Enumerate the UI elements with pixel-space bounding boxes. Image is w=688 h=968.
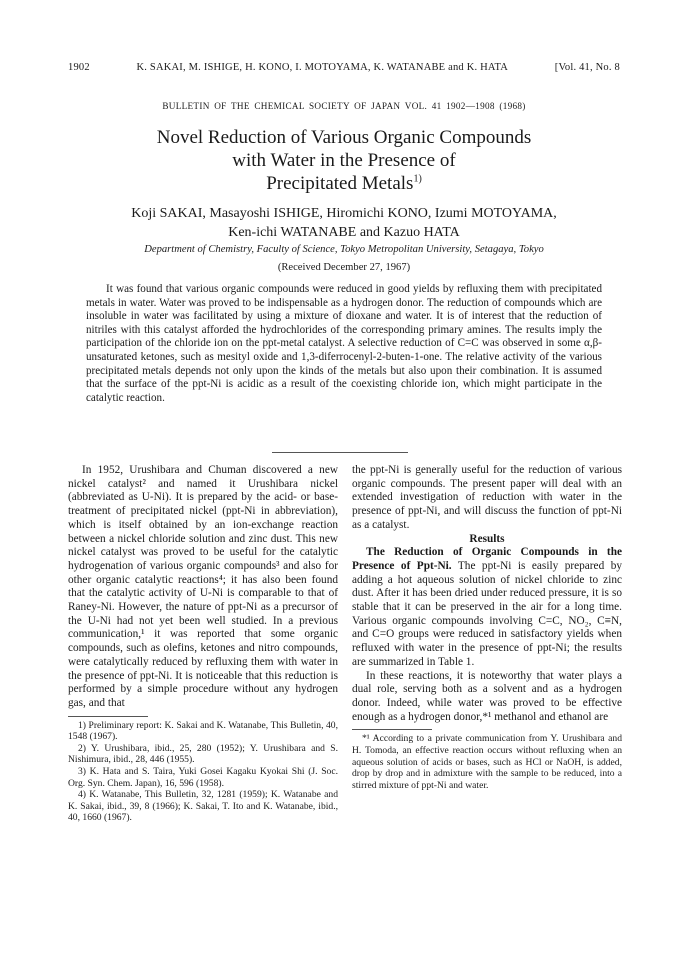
title-line-1: Novel Reduction of Various Organic Compounds [156, 127, 532, 148]
journal-line: BULLETIN OF THE CHEMICAL SOCIETY OF JAPAN VOL. 41 1902—1908 (1968) [162, 101, 526, 111]
running-authors: K. SAKAI, M. ISHIGE, H. KONO, I. MOTOYAMA, K. WATANABE and K. HATA [136, 62, 509, 73]
footnote-star-1: *¹ According to a private communication from Y. Urushibara and H. Tomoda, an effective reaction occurs without refluxing when an aqueous solution of acids or bases, such as HCl or NaOH, is added, drop by drop and in admixture with the sample to be reduced, into a stirred mixture of ppt-Ni and water. [352, 733, 622, 791]
results-paragraph-2: In these reactions, it is noteworthy that water plays a dual role, serving both as a solvent and as a hydrogen donor. Indeed, while water was proved to be effective enough as a hydrogen donor,*¹ methanol and ethanol are [352, 669, 622, 723]
footnote-rule [68, 716, 148, 717]
footnote-2: 2) Y. Urushibara, ibid., 25, 280 (1952); Y. Urushibara and S. Nishimura, ibid., 28, 446 (1955). [68, 742, 338, 766]
intro-continuation: the ppt-Ni is generally useful for the reduction of various organic compounds. The present paper will deal with an extended investigation of reduction with water in the presence of ppt-Ni, and will discuss the function of ppt-Ni as a catalyst. [352, 464, 622, 531]
results-heading: Results [469, 532, 505, 545]
section-divider [272, 452, 408, 453]
authors-line-1: Koji SAKAI, Masayoshi ISHIGE, Hiromichi KONO, Izumi MOTOYAMA, [131, 206, 557, 221]
title-line-3: Precipitated Metals$^{1)}$ [266, 173, 422, 194]
footnotes-right [352, 733, 622, 791]
footnotes [68, 720, 338, 824]
footnote-3: 3) K. Hata and S. Taira, Yuki Gosei Kagaku Kyokai Shi (J. Soc. Org. Syn. Chem. Japan), 16, 596 (1958). [68, 766, 338, 789]
authors-line-2: Ken-ichi WATANABE and Kazuo HATA [228, 225, 460, 240]
results-subheading: The Reduction of Organic Compounds in the Presence of Ppt-Ni. [352, 546, 622, 572]
author-list [68, 204, 620, 242]
paper-title [68, 126, 620, 195]
affiliation: Department of Chemistry, Faculty of Science, Tokyo Metropolitan University, Setagaya, Tokyo [144, 244, 544, 255]
received-date: (Received December 27, 1967) [277, 262, 411, 273]
running-header [68, 62, 620, 73]
title-line-2: with Water in the Presence of [232, 150, 456, 171]
volume-info: [Vol. 41, No. 8 [554, 62, 620, 73]
title-footnote-ref: 1) [413, 173, 422, 185]
footnote-1: 1) Preliminary report: K. Sakai and K. Watanabe, This Bulletin, 40, 1548 (1967). [68, 719, 338, 743]
intro-paragraph: In 1952, Urushibara and Chuman discovered a new nickel catalyst² and named it Urushibara nickel (abbreviated as U-Ni). It is prepared by the acid- or base-treatment of precipitated nickel (ppt-Ni in abbreviation), which is itself obtained by an ion-exchange reaction between a nickel chloride solution and zinc dust. This new nickel catalyst was proved to be useful for the catalytic hydrogenation of various organic compounds³ and also for other organic catalytic reactions⁴; it has also been found that the catalytic activity of U-Ni is comparable to that of Raney-Ni. However, the nature of ppt-Ni as a precursor of the U-Ni had not yet been well studied. In a previous communication,¹ it was reported that some organic compounds, such as olefins, ketones and nitro compounds, were catalytically reduced by refluxing them with water in the presence of ppt-Ni. It is noticeable that this reduction is performed by a simple procedure without any hydrogen gas, and that [68, 464, 338, 709]
right-column [352, 464, 622, 791]
left-column [68, 464, 338, 824]
results-paragraph-1: The Reduction of Organic Compounds in the Presence of Ppt-Ni. The ppt-Ni is easily prepared by adding a hot aqueous solution of nickel chloride to zinc dust. After it has been dried under reduced pressure, it is so stable that it can be preserved in the air for a long time. Various organic compounds involving C=C, NO₂, C≡N, and C=O groups were reduced in satisfactory yields when refluxed with water in the presence of ppt-Ni; the results are summarized in Table 1. [352, 546, 622, 668]
footnote-rule-right [352, 729, 432, 730]
footnote-4: 4) K. Watanabe, This Bulletin, 32, 1281 (1959); K. Watanabe and K. Sakai, ibid., 39, 8 (1966); K. Sakai, T. Ito and K. Watanabe, ibid., 40, 1660 (1967). [68, 789, 338, 824]
abstract: It was found that various organic compounds were reduced in good yields by refluxing them with precipitated metals in water. Water was proved to be indispensable as a hydrogen donor. The reduction of compounds which are insoluble in water was facilitated by using a mixture of dioxane and water. It is of interest that the reduction of nitriles with this catalyst afforded the hydrochlorides of the corresponding primary amines. The results imply the participation of the chloride ion on the ppt-metal catalyst. A selective reduction of C=C was observed in some α,β-unsaturated ketones, such as mesityl oxide and 1,3-diferrocenyl-2-buten-1-one. The relative activity of the various precipitated metals depends not only upon the kinds of the metals but also upon their combination. It is assumed that the surface of the ppt-Ni is acidic as a result of the coexisting chloride ion, which might participate in the catalytic reaction. [86, 283, 602, 404]
page-number: 1902 [68, 62, 90, 73]
